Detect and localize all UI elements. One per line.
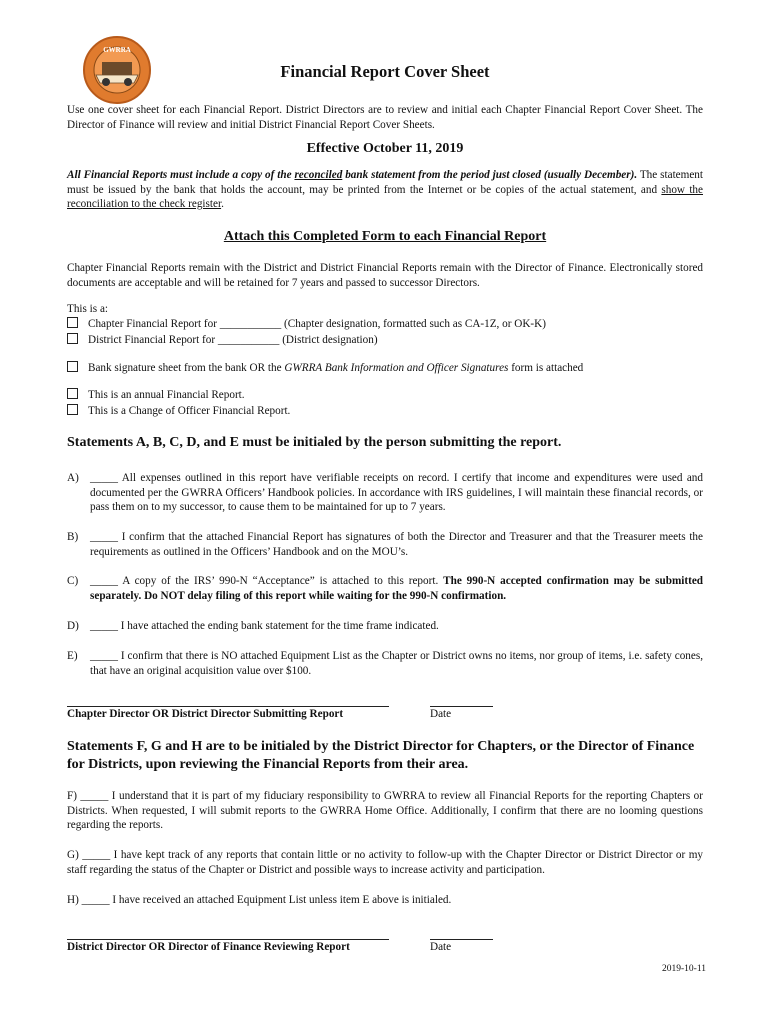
statement-h: H) _____ I have received an attached Equipment List unless item E above is initialed. bbox=[67, 894, 452, 906]
statement-c bbox=[67, 574, 703, 603]
footer-date: 2019-10-11 bbox=[662, 964, 706, 974]
statement-d-label: D) bbox=[67, 620, 79, 632]
this-is-label: This is a: bbox=[67, 303, 109, 315]
req-underlined: show the reconciliation to the check register bbox=[67, 183, 703, 211]
req-text-3: The statement must be issued by the bank that holds the account, may be printed from the Internet or be copies of the actual statement, and bbox=[67, 169, 704, 196]
date-label-reviewer: Date bbox=[430, 941, 452, 953]
attach-heading: Attach this Completed Form to each Financial Report bbox=[223, 229, 547, 244]
signature-line-reviewer[interactable] bbox=[67, 939, 389, 940]
req-text-2: bank statement from the period just closed (usually December). bbox=[342, 169, 638, 181]
option-bank-label-italic: GWRRA Bank Information and Officer Signatures bbox=[284, 362, 509, 374]
checkbox-bank[interactable] bbox=[67, 361, 78, 372]
statement-c-body bbox=[90, 574, 703, 603]
date-line-submitter[interactable] bbox=[430, 706, 493, 707]
statement-a bbox=[67, 471, 703, 515]
option-change-label: This is a Change of Officer Financial Report. bbox=[88, 405, 291, 417]
requirement-paragraph bbox=[67, 168, 703, 212]
page-title: Financial Report Cover Sheet bbox=[280, 62, 490, 81]
option-bank-label-2: form is attached bbox=[508, 362, 584, 374]
req-reconciled: reconciled bbox=[294, 169, 343, 181]
statement-g: G) _____ I have kept track of any reports that contain little or no activity to follow-up with the Chapter Director or District Director or my staff regarding the status of the Chapter or District and possible ways to increase activity and participation. bbox=[67, 849, 703, 876]
statement-b-label: B) bbox=[67, 531, 79, 543]
statement-d-text: _____ I have attached the ending bank statement for the time frame indicated. bbox=[90, 620, 439, 632]
statement-c-label: C) bbox=[67, 575, 79, 587]
retain-paragraph: Chapter Financial Reports remain with the District and District Financial Reports remain with the Director of Finance. Electronically stored documents are acceptable and will be retained for 7 years and passed to successor Directors. bbox=[67, 262, 703, 289]
statement-e-text: _____ I confirm that there is NO attached Equipment List as the Chapter or District owns no items, nor group of items, i.e. safety cones, that have an original acquisition value over $100. bbox=[90, 650, 703, 677]
checkbox-annual[interactable] bbox=[67, 388, 78, 399]
statement-d bbox=[67, 619, 703, 634]
statement-f: F) _____ I understand that it is part of my fiduciary responsibility to GWRRA to review all Financial Reports for the reporting Chapters or Districts. When requested, I will submit reports to the GWRRA Home Office. Additionally, I confirm that there are no looming questions regarding the reports. bbox=[67, 790, 703, 832]
statement-b-text: _____ I confirm that the attached Financial Report has signatures of both the Director and Treasurer and that the Treasurer meets the requirements as outlined in the Officers’ Handbook and on the MOU’s. bbox=[90, 531, 703, 558]
option-annual-label: This is an annual Financial Report. bbox=[88, 389, 245, 401]
statement-e bbox=[67, 649, 703, 678]
statement-e-label: E) bbox=[67, 650, 78, 662]
intro-paragraph: Use one cover sheet for each Financial Report. District Directors are to review and initial each Chapter Financial Report Cover Sheet. The Director of Finance will review and initial District Financial Report Cover Sheets. bbox=[67, 104, 703, 131]
checkbox-district[interactable] bbox=[67, 333, 78, 344]
statement-a-text: _____ All expenses outlined in this report have verifiable receipts on record. I certify that income and expenditures were used and documented per the GWRRA Officers’ Handbook policies. In accordance with IRS guidelines, I will maintain these financial records, or pass them on to my successor, to cause them to be maintained for up to 7 years. bbox=[90, 472, 703, 514]
logo-text: GWRRA bbox=[103, 46, 131, 54]
req-text-1: All Financial Reports must include a copy of the bbox=[67, 169, 295, 181]
option-chapter[interactable] bbox=[67, 317, 546, 332]
date-label-submitter: Date bbox=[430, 708, 452, 720]
option-annual[interactable] bbox=[67, 388, 245, 403]
checkbox-chapter[interactable] bbox=[67, 317, 78, 328]
option-chapter-label: Chapter Financial Report for ___________ (Chapter designation, formatted such as CA-1Z, or OK-K) bbox=[88, 318, 546, 330]
section2-heading: Statements F, G and H are to be initialed by the District Director for Chapters, or the Director of Finance for Districts, upon reviewing the Financial Reports from their area. bbox=[67, 739, 695, 772]
date-line-reviewer[interactable] bbox=[430, 939, 493, 940]
statement-b bbox=[67, 530, 703, 559]
option-change[interactable] bbox=[67, 404, 290, 419]
section1-heading: Statements A, B, C, D, and E must be initialed by the person submitting the report. bbox=[67, 435, 562, 450]
option-district-label: District Financial Report for ___________ (District designation) bbox=[88, 334, 378, 346]
signature-label-reviewer: District Director OR Director of Finance Reviewing Report bbox=[67, 941, 350, 953]
signature-label-submitter: Chapter Director OR District Director Submitting Report bbox=[67, 708, 344, 720]
checkbox-change[interactable] bbox=[67, 404, 78, 415]
signature-line-submitter[interactable] bbox=[67, 706, 389, 707]
statement-a-label: A) bbox=[67, 472, 79, 484]
statement-c-text: _____ A copy of the IRS’ 990-N “Acceptance” is attached to this report. bbox=[90, 575, 444, 587]
req-end: . bbox=[221, 198, 224, 211]
option-bank-label-1: Bank signature sheet from the bank OR the bbox=[88, 362, 285, 374]
effective-date-heading: Effective October 11, 2019 bbox=[306, 141, 464, 156]
option-district[interactable] bbox=[67, 333, 378, 348]
option-bank[interactable] bbox=[67, 361, 583, 376]
statement-c-bold: The 990-N accepted confirmation may be submitted separately. Do NOT delay filing of this report while waiting for the 990-N confirmation. bbox=[90, 575, 704, 602]
